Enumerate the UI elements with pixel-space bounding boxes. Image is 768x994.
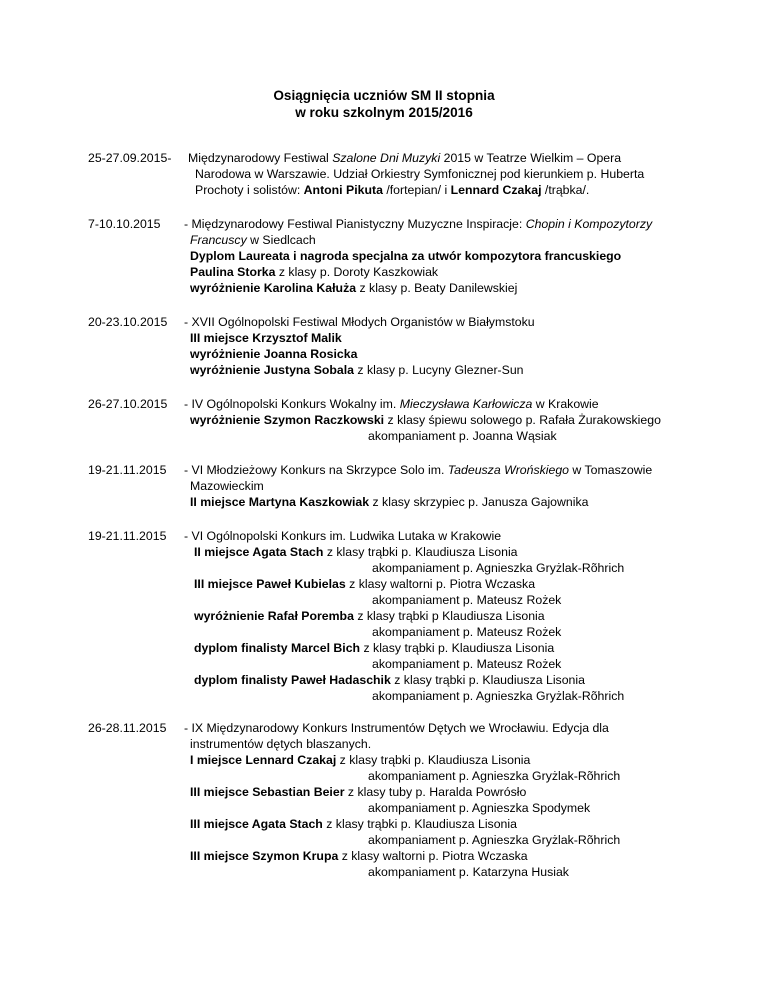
text: Prochoty i solistów: <box>195 183 304 197</box>
award-line <box>194 672 624 688</box>
entry-body-continued <box>190 330 524 378</box>
entry-date: 19-21.11.2015 <box>88 529 167 543</box>
award-line <box>190 264 621 280</box>
accompanist-line: akompaniament p. Mateusz Rożek <box>372 593 562 607</box>
teacher: z klasy trąbki p. Klaudiusza Lisonia <box>322 817 517 831</box>
event-title: Chopin i Kompozytorzy <box>525 217 653 231</box>
teacher: z klasy p. Beaty Danilewskiej <box>356 281 518 295</box>
entry-date: 20-23.10.2015 <box>88 315 168 329</box>
accompanist-line: akompaniament p. Joanna Wąsiak <box>368 429 557 443</box>
text: - VI Młodzieżowy Konkurs na Skrzypce Solo im. <box>184 463 448 477</box>
award-line <box>190 494 588 510</box>
award-line <box>190 816 620 832</box>
accompanist-line: akompaniament p. Agnieszka Spodymek <box>368 801 591 815</box>
entry-body-continued <box>190 736 620 880</box>
student-name: III miejsce Agata Stach <box>190 817 323 831</box>
entry-body <box>184 314 535 330</box>
entry-date: 26-27.10.2015 <box>88 397 168 411</box>
student-name: dyplom finalisty Paweł Hadaschik <box>194 673 391 687</box>
teacher: z klasy trąbki p. Klaudiusza Lisonia <box>360 641 555 655</box>
award-line: Dyplom Laureata i nagroda specjalna za utwór kompozytora francuskiego <box>190 249 622 263</box>
entry-body <box>188 150 621 166</box>
entry-date: 19-21.11.2015 <box>88 463 167 477</box>
text: w Krakowie <box>532 397 599 411</box>
text: w Tomaszowie <box>569 463 653 477</box>
entry-line <box>190 232 621 248</box>
entry-line: - VI Ogólnopolski Konkurs im. Ludwika Lutaka w Krakowie <box>184 529 502 543</box>
teacher: z klasy waltorni p. Piotra Wczaska <box>345 577 536 591</box>
award-line <box>190 848 620 864</box>
teacher: z klasy śpiewu solowego p. Rafała Żurakowskiego <box>384 413 661 427</box>
entry-line: - IX Międzynarodowy Konkurs Instrumentów Dętych we Wrocławiu. Edycja dla <box>184 721 609 735</box>
entry-date: 26-28.11.2015 <box>88 721 167 735</box>
student-name: wyróżnienie Rafał Poremba <box>194 609 354 623</box>
entry-body <box>184 396 599 412</box>
entry-line <box>195 182 644 198</box>
page-title <box>0 87 768 121</box>
accompanist-line: akompaniament p. Agnieszka Gryżlak-Rõhrich <box>372 689 625 703</box>
student-name: Paulina Storka <box>190 265 276 279</box>
event-title: Tadeusza Wrońskiego <box>447 463 570 477</box>
teacher: z klasy p. Doroty Kaszkowiak <box>275 265 439 279</box>
entry-line: instrumentów dętych blaszanych. <box>190 737 372 751</box>
entry-line: Mazowieckim <box>190 479 264 493</box>
award-line <box>194 544 624 560</box>
student-name: wyróżnienie Justyna Sobala <box>190 363 355 377</box>
entry-body-continued <box>190 412 661 444</box>
award-line <box>190 280 621 296</box>
teacher: z klasy skrzypiec p. Janusza Gajownika <box>369 495 589 509</box>
soloist-name: Antoni Pikuta <box>303 183 383 197</box>
student-name: II miejsce Agata Stach <box>194 545 324 559</box>
student-name: wyróżnienie Karolina Kałuża <box>190 281 357 295</box>
text: /trąbka/. <box>541 183 590 197</box>
award-line <box>190 752 620 768</box>
teacher: z klasy waltorni p. Piotra Wczaska <box>338 849 528 863</box>
entry-body <box>184 528 501 544</box>
entry-body-continued <box>190 478 588 510</box>
student-name: I miejsce Lennard Czakaj <box>190 753 337 767</box>
entry-body <box>184 216 652 232</box>
accompanist-line: akompaniament p. Agnieszka Gryżlak-Rõhrich <box>368 833 621 847</box>
text: - IV Ogólnopolski Konkurs Wokalny im. <box>184 397 400 411</box>
title-line-1: Osiągnięcia uczniów SM II stopnia <box>273 88 495 103</box>
accompanist-line: akompaniament p. Mateusz Rożek <box>372 625 562 639</box>
accompanist-line: akompaniament p. Katarzyna Husiak <box>368 865 569 879</box>
teacher: z klasy trąbki p Klaudiusza Lisonia <box>353 609 545 623</box>
student-name: III miejsce Szymon Krupa <box>190 849 339 863</box>
entry-line <box>184 396 599 412</box>
text: Międzynarodowy Festiwal <box>188 151 333 165</box>
soloist-name: Lennard Czakaj <box>450 183 542 197</box>
accompanist-line: akompaniament p. Agnieszka Gryżlak-Rõhrich <box>372 561 625 575</box>
entry-line: Narodowa w Warszawie. Udział Orkiestry Symfonicznej pod kierunkiem p. Huberta <box>195 167 645 181</box>
award-line <box>190 784 620 800</box>
entry-line <box>184 462 652 478</box>
teacher: z klasy tuby p. Haralda Powrósło <box>344 785 527 799</box>
entry-line <box>188 150 621 166</box>
accompanist-line: akompaniament p. Agnieszka Gryżlak-Rõhrich <box>368 769 621 783</box>
entry-line <box>184 216 652 232</box>
award-line <box>194 576 624 592</box>
event-title: Szalone Dni Muzyki <box>332 151 441 165</box>
student-name: wyróżnienie Szymon Raczkowski <box>190 413 385 427</box>
entry-body-continued <box>194 544 624 704</box>
student-name: III miejsce Paweł Kubielas <box>194 577 346 591</box>
accompanist-line: akompaniament p. Mateusz Rożek <box>372 657 562 671</box>
text: /fortepian/ i <box>382 183 451 197</box>
text: w Siedlcach <box>246 233 316 247</box>
teacher: z klasy trąbki p. Klaudiusza Lisonia <box>390 673 585 687</box>
teacher: z klasy p. Lucyny Glezner-Sun <box>354 363 524 377</box>
entry-body-continued <box>190 232 621 296</box>
award-line <box>194 640 624 656</box>
award-line <box>190 412 661 428</box>
entry-date: 25-27.09.2015- <box>88 151 172 165</box>
event-title: Francuscy <box>190 233 247 247</box>
award-line <box>194 608 624 624</box>
entry-line: - XVII Ogólnopolski Festiwal Młodych Organistów w Białymstoku <box>184 315 535 329</box>
text: 2015 w Teatrze Wielkim – Opera <box>440 151 622 165</box>
entry-date: 7-10.10.2015 <box>88 217 161 231</box>
student-name: II miejsce Martyna Kaszkowiak <box>190 495 370 509</box>
award-line <box>190 362 524 378</box>
student-name: III miejsce Sebastian Beier <box>190 785 345 799</box>
entry-body <box>184 462 652 478</box>
award-line: wyróżnienie Joanna Rosicka <box>190 347 358 361</box>
teacher: z klasy trąbki p. Klaudiusza Lisonia <box>323 545 518 559</box>
teacher: z klasy trąbki p. Klaudiusza Lisonia <box>336 753 531 767</box>
entry-body <box>184 720 609 736</box>
text: - Międzynarodowy Festiwal Pianistyczny Muzyczne Inspiracje: <box>184 217 526 231</box>
entry-body-continued <box>195 166 644 198</box>
event-title: Mieczysława Karłowicza <box>399 397 533 411</box>
title-line-2: w roku szkolnym 2015/2016 <box>295 105 473 120</box>
award-line: III miejsce Krzysztof Malik <box>190 331 342 345</box>
student-name: dyplom finalisty Marcel Bich <box>194 641 361 655</box>
